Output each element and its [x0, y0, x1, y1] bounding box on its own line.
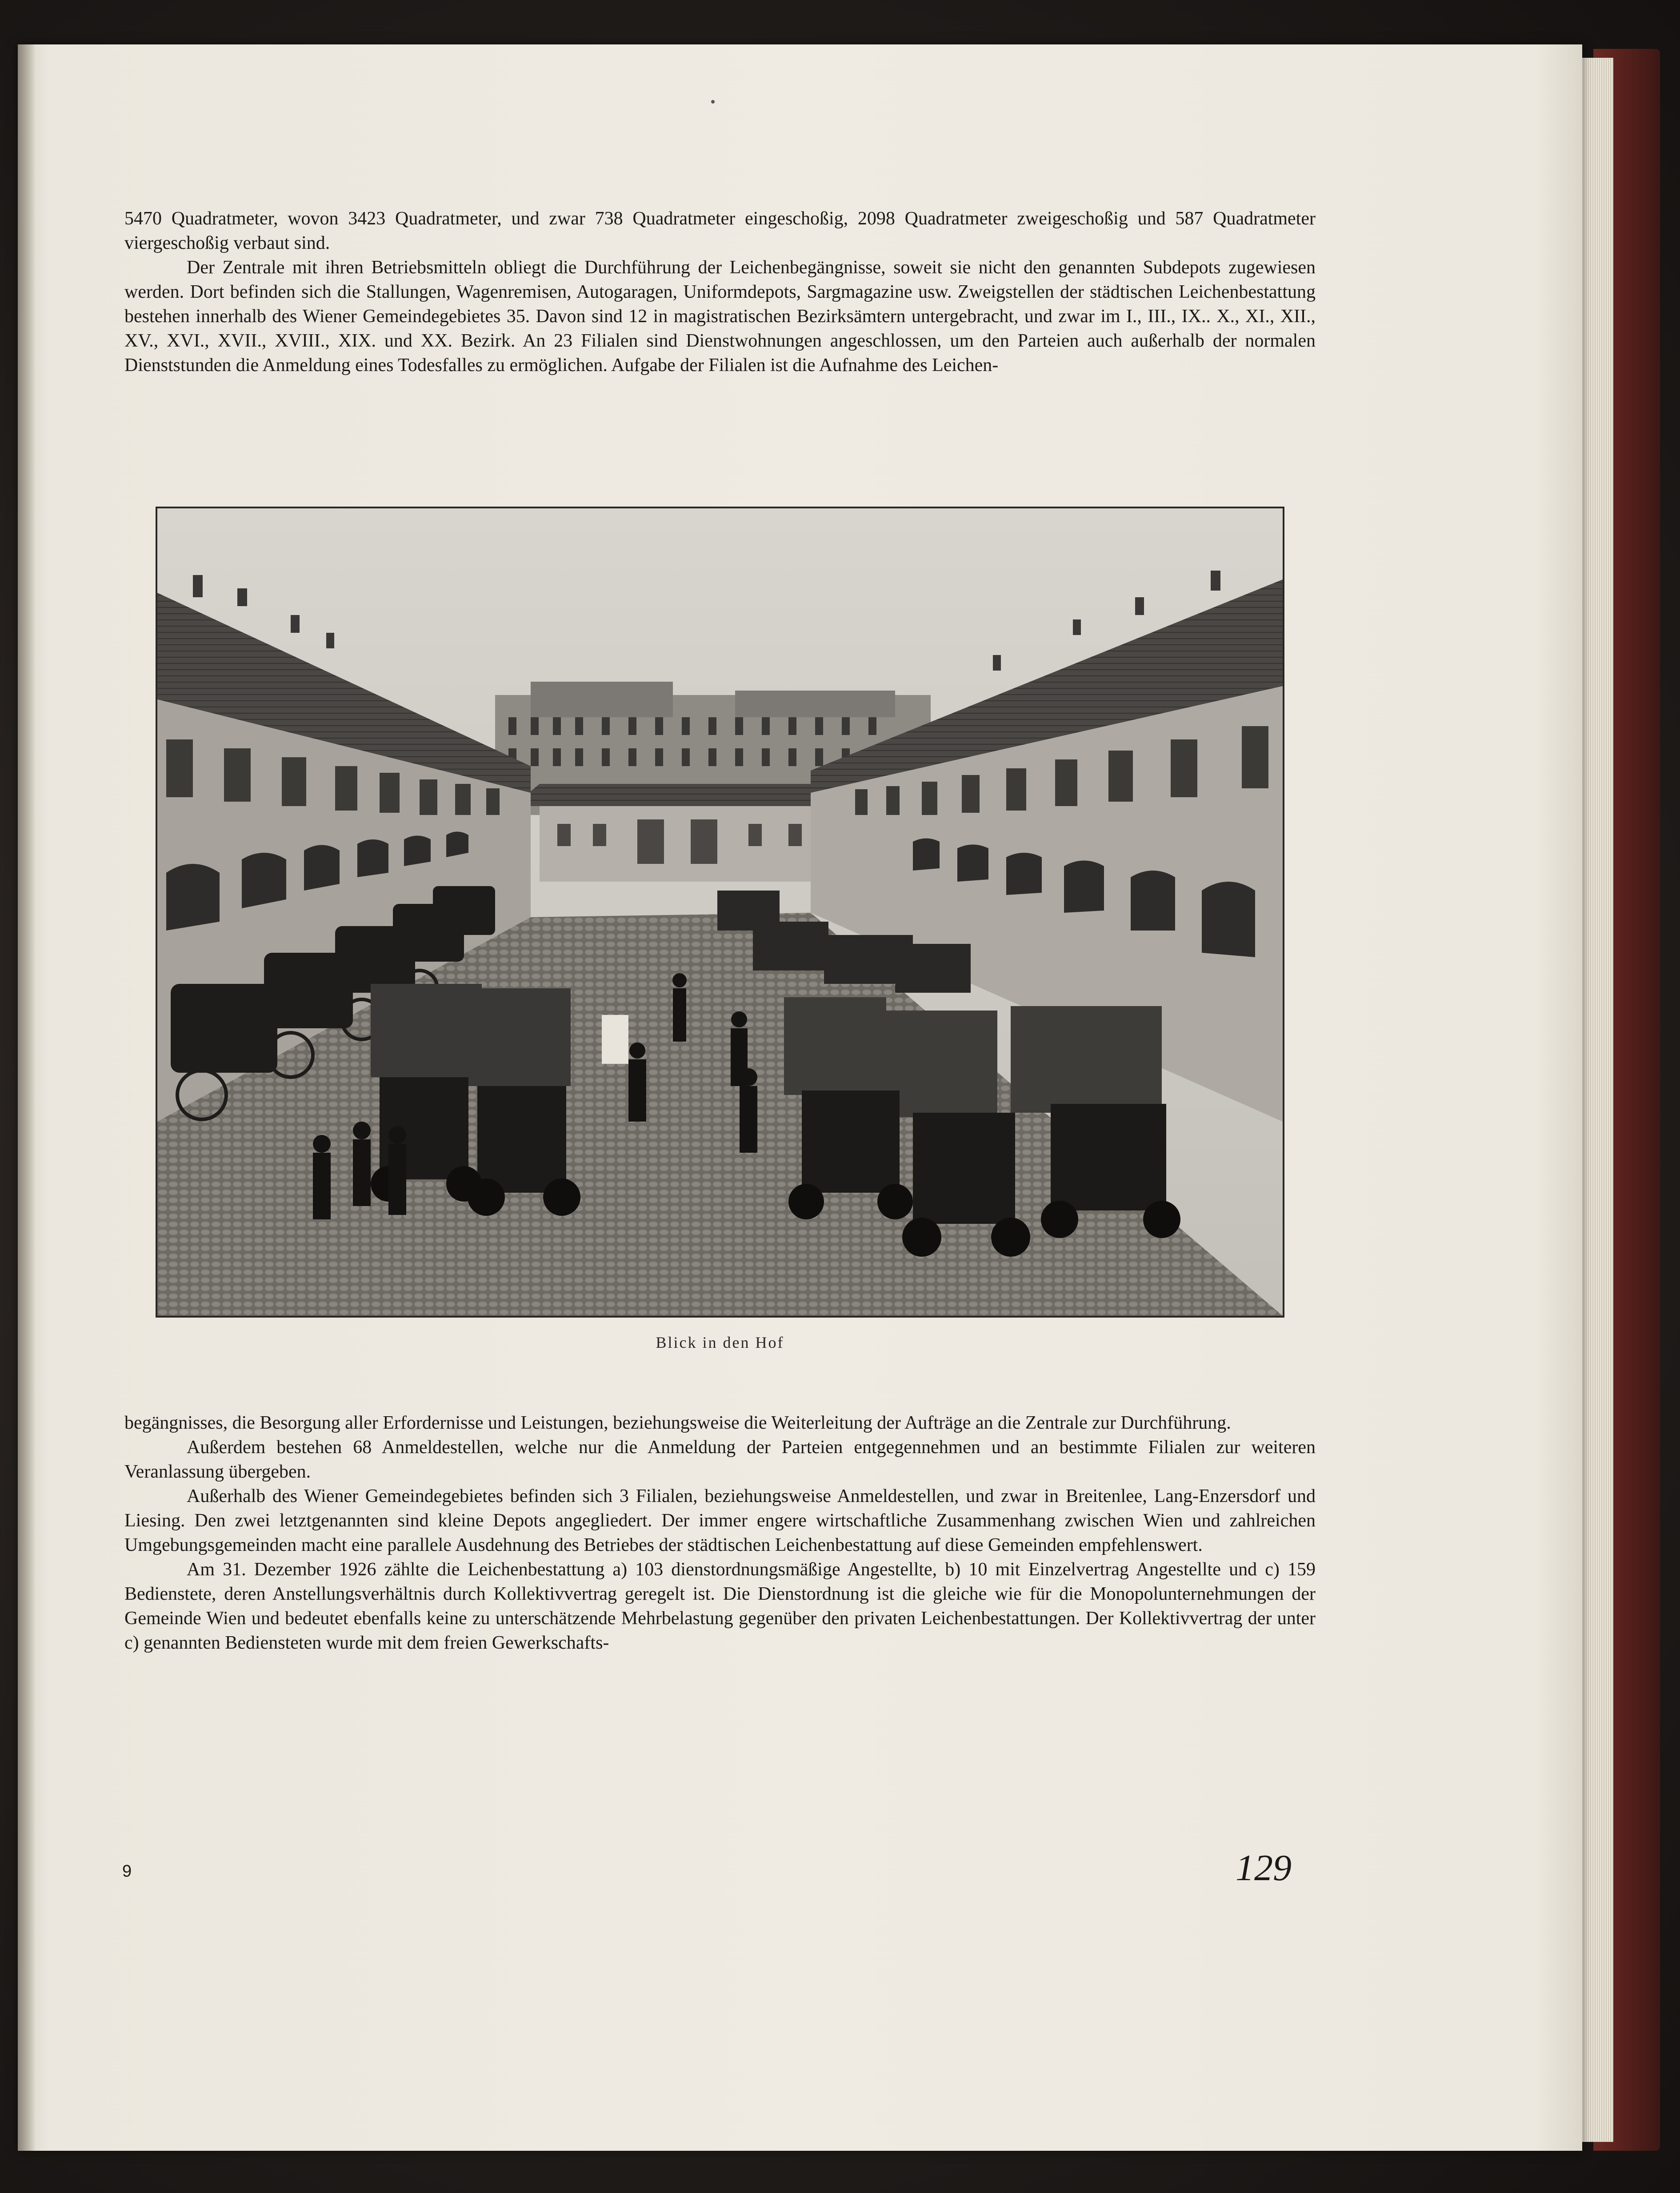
paragraph: Außerdem bestehen 68 Anmeldestellen, welche nur die Anmeldung der Parteien entgegennehmen und an bestimmte Filialen zur weiteren Veranlassung übergeben.: [124, 1437, 1316, 1482]
page-gutter: [18, 44, 36, 2151]
text-block-top: [124, 207, 1316, 378]
signature-mark: 9: [122, 1862, 132, 1881]
text-block-bottom: [124, 1411, 1316, 1655]
photo-caption: Blick in den Hof: [656, 1334, 784, 1351]
page-speck: [711, 100, 715, 104]
paragraph: begängnisses, die Besorgung aller Erfordernisse und Leistungen, beziehungsweise die Weiterleitung der Aufträge an die Zentrale zur Durchführung.: [124, 1413, 1231, 1433]
page-number: 129: [1236, 1847, 1292, 1889]
paragraph: Am 31. Dezember 1926 zählte die Leichenbestattung a) 103 dienstordnungsmäßige Angestellte, b) 10 mit Einzelvertrag Angestellte und c) 159 Bedienstete, deren Anstellungsverhältnis durch Kollektivvertrag geregelt ist. Die Dienstordnung ist die gleiche wie für die Monopolunternehmungen der Gemeinde Wien und bedeutet ebenfalls keine zu unterschätzende Mehrbelastung gegenüber den privaten Leichenbestattungen. Der Kollektivvertrag der unter c) genannten Bediensteten wurde mit dem freien Gewerkschafts-: [124, 1559, 1316, 1653]
courtyard-photograph: [156, 507, 1284, 1318]
paragraph: Außerhalb des Wiener Gemeindegebietes befinden sich 3 Filialen, beziehungsweise Anmeldestellen, und zwar in Breitenlee, Lang-Enzersdorf und Liesing. Den zwei letztgenannten sind kleine Depots angegliedert. Der immer engere wirtschaftliche Zusammenhang zwischen Wien und zahlreichen Umgebungsgemeinden macht eine parallele Ausdehnung des Betriebes der städtischen Leichenbestattung auf diese Gemeinden empfehlenswert.: [124, 1486, 1316, 1555]
photo-illustration: [157, 508, 1283, 1316]
book-page: [18, 44, 1582, 2151]
paragraph: Der Zentrale mit ihren Betriebsmitteln obliegt die Durchführung der Leichenbegängnisse, soweit sie nicht den genannten Subdepots zugewiesen werden. Dort befinden sich die Stallungen, Wagenremisen, Autogaragen, Uniformdepots, Sargmagazine usw. Zweigstellen der städtischen Leichenbestattung bestehen innerhalb des Wiener Gemeindegebietes 35. Davon sind 12 in magistratischen Bezirksämtern untergebracht, und zwar im I., III., IX.. X., XI., XII., XV., XVI., XVII., XVIII., XIX. und XX. Bezirk. An 23 Filialen sind Dienstwohnungen angeschlossen, um den Parteien auch außerhalb der normalen Dienststunden die Anmeldung eines Todesfalles zu ermöglichen. Aufgabe der Filialen ist die Aufnahme des Leichen-: [124, 257, 1316, 375]
paragraph: 5470 Quadratmeter, wovon 3423 Quadratmeter, und zwar 738 Quadratmeter eingeschoßig, 2098 Quadratmeter zweigeschoßig und 587 Quadratmeter viergeschoßig verbaut sind.: [124, 208, 1316, 253]
